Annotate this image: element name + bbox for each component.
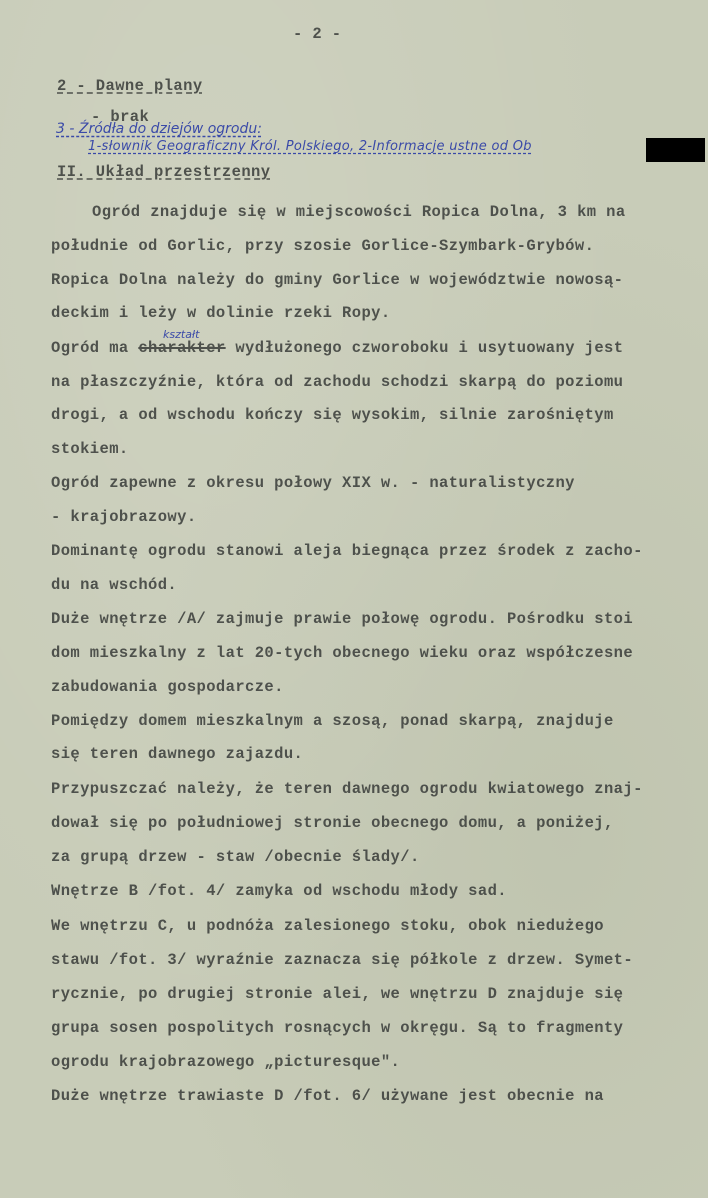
text-line-14: dom mieszkalny z lat 20-tych obecnego wieku oraz współczesne <box>51 644 634 662</box>
text-line-26: ogrodu krajobrazowego „picturesque". <box>51 1053 401 1071</box>
text-line-5-start: Ogród ma <box>51 339 129 357</box>
handwritten-sources-text: 3 - Źródła do dziejów ogrodu: <box>56 121 262 137</box>
text-line-19: dował się po południowej stronie obecnego domu, a poniżej, <box>51 814 614 832</box>
text-line-1: Ogród znajduje się w miejscowości Ropica Dolna, 3 km na <box>92 203 626 221</box>
text-line-9: Ogród zapewne z okresu połowy XIX w. - naturalistyczny <box>51 474 575 492</box>
redaction-bar <box>646 138 705 162</box>
text-line-20: za grupą drzew - staw /obecnie ślady/. <box>51 848 420 866</box>
handwritten-insert: kształt <box>163 328 200 341</box>
text-line-11: Dominantę ogrodu stanowi aleja biegnąca przez środek z zacho- <box>51 542 643 560</box>
section-heading-text: II. Układ przestrzenny <box>57 163 271 181</box>
text-line-23: stawu /fot. 3/ wyraźnie zaznacza się półkole z drzew. Symet- <box>51 951 634 969</box>
text-line-17: się teren dawnego zajazdu. <box>51 745 304 763</box>
text-line-3: Ropica Dolna należy do gminy Gorlice w województwie nowosą- <box>51 271 624 289</box>
text-line-18: Przypuszczać należy, że teren dawnego ogrodu kwiatowego znaj- <box>51 780 643 798</box>
handwritten-sources-list-text: 1-słownik Geograficzny Król. Polskiego, 2-Informacje ustne od Ob <box>88 139 532 154</box>
text-line-16: Pomiędzy domem mieszkalnym a szosą, ponad skarpą, znajduje <box>51 712 614 730</box>
text-line-21: Wnętrze B /fot. 4/ zamyka od wschodu młody sad. <box>51 882 507 900</box>
text-line-22: We wnętrzu C, u podnóża zalesionego stoku, obok niedużego <box>51 917 604 935</box>
struck-word: charakter <box>138 339 226 357</box>
text-line-10: - krajobrazowy. <box>51 508 197 526</box>
text-line-15: zabudowania gospodarcze. <box>51 678 284 696</box>
page-number: - 2 - <box>293 25 342 43</box>
text-line-4: deckim i leży w dolinie rzeki Ropy. <box>51 304 391 322</box>
text-line-27: Duże wnętrze trawiaste D /fot. 6/ używane jest obecnie na <box>51 1087 604 1105</box>
section-heading <box>57 163 270 181</box>
item-label: 2 - Dawne plany <box>57 77 203 95</box>
handwritten-sources-heading <box>56 121 262 137</box>
text-line-8: stokiem. <box>51 440 129 458</box>
text-line-5-end: wydłużonego czworoboku i usytuowany jest <box>235 339 624 357</box>
text-line-13: Duże wnętrze /A/ zajmuje prawie połowę ogrodu. Pośrodku stoi <box>51 610 634 628</box>
handwritten-sources-list <box>88 139 532 154</box>
text-line-7: drogi, a od wschodu kończy się wysokim, silnie zarośniętym <box>51 406 614 424</box>
text-line-12: du na wschód. <box>51 576 178 594</box>
text-line-6: na płaszczyźnie, która od zachodu schodzi skarpą do poziomu <box>51 373 624 391</box>
text-line-25: grupa sosen pospolitych rosnących w okręgu. Są to fragmenty <box>51 1019 624 1037</box>
item-brak: - brak <box>91 108 150 126</box>
item-dawne-plany <box>57 77 203 95</box>
text-line-24: rycznie, po drugiej stronie alei, we wnętrzu D znajduje się <box>51 985 624 1003</box>
text-line-2: południe od Gorlic, przy szosie Gorlice-Szymbark-Grybów. <box>51 237 595 255</box>
text-line-5 <box>51 339 623 357</box>
